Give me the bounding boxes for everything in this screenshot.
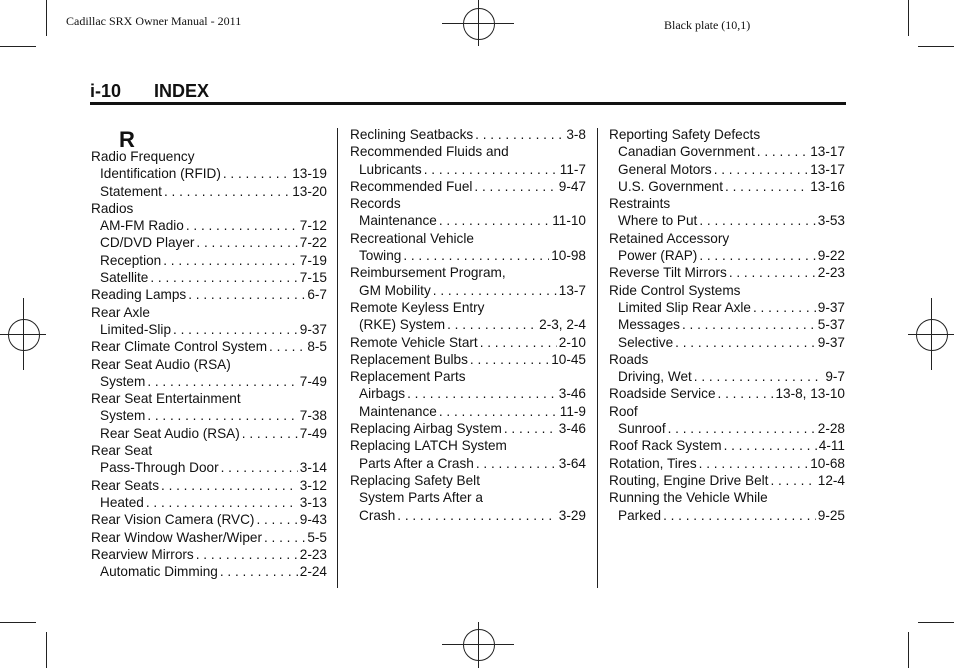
dot-leader bbox=[163, 252, 298, 269]
page-reference: 3-8 bbox=[566, 127, 586, 142]
index-entry bbox=[91, 442, 327, 459]
page-reference: 3-12 bbox=[299, 477, 327, 493]
index-subentry bbox=[91, 563, 327, 580]
entry-text: Limited-Slip bbox=[100, 321, 172, 337]
index-column-1 bbox=[91, 126, 327, 580]
entry-text: Towing bbox=[359, 248, 402, 264]
entry-text: Maintenance bbox=[359, 213, 437, 229]
page-reference: 3-53 bbox=[817, 213, 845, 229]
dot-leader bbox=[663, 507, 816, 524]
entry-text: Ride Control Systems bbox=[609, 282, 741, 298]
page-reference: 2-23 bbox=[817, 265, 845, 281]
entry-text: Reclining Seatbacks bbox=[350, 127, 474, 142]
index-subentry bbox=[350, 282, 586, 299]
entry-text: Rotation, Tires bbox=[609, 455, 697, 471]
entry-text: Maintenance bbox=[359, 403, 437, 419]
page-reference: 9-37 bbox=[299, 321, 327, 337]
entry-text: Crash bbox=[359, 507, 396, 523]
dot-leader bbox=[147, 373, 297, 390]
page-reference: 3-46 bbox=[558, 421, 586, 437]
entry-text: Reporting Safety Defects bbox=[609, 127, 761, 142]
entry-text: AM-FM Radio bbox=[100, 218, 184, 234]
entry-text: GM Mobility bbox=[359, 282, 431, 298]
page-reference: 9-25 bbox=[817, 507, 845, 523]
dot-leader bbox=[186, 217, 298, 234]
page-reference: 3-13 bbox=[299, 494, 327, 510]
index-subentry bbox=[350, 385, 586, 402]
page-reference: 9-22 bbox=[817, 248, 845, 264]
entry-text: System Parts After a bbox=[359, 490, 483, 506]
page-reference: 2-10 bbox=[558, 334, 586, 350]
page-reference: 11-9 bbox=[559, 403, 586, 419]
entry-text: Driving, Wet bbox=[618, 369, 692, 385]
index-subentry bbox=[609, 143, 845, 160]
dot-leader bbox=[475, 126, 564, 143]
dot-leader bbox=[223, 165, 290, 182]
entry-text: Where to Put bbox=[618, 213, 698, 229]
entry-text: Roads bbox=[609, 351, 649, 367]
page-header bbox=[90, 81, 846, 103]
entry-text: Messages bbox=[618, 317, 680, 333]
dot-leader bbox=[407, 385, 557, 402]
entry-text: Reverse Tilt Mirrors bbox=[609, 265, 727, 281]
header-rule bbox=[90, 102, 846, 105]
page-reference: 13-19 bbox=[292, 166, 327, 182]
page-reference: 2-28 bbox=[817, 421, 845, 437]
index-subentry bbox=[91, 459, 327, 476]
dot-leader bbox=[196, 234, 297, 251]
page-reference: 4-11 bbox=[818, 438, 845, 454]
index-entry bbox=[609, 403, 845, 420]
page-reference: 7-38 bbox=[299, 408, 327, 424]
index-entry bbox=[609, 230, 845, 247]
index-subentry bbox=[91, 183, 327, 200]
dot-leader bbox=[724, 437, 817, 454]
dot-leader bbox=[725, 178, 808, 195]
index-entry bbox=[91, 546, 327, 563]
entry-text: Remote Vehicle Start bbox=[350, 334, 478, 350]
entry-text: Radios bbox=[91, 200, 134, 216]
page-title: INDEX bbox=[154, 81, 210, 101]
index-subentry bbox=[91, 373, 327, 390]
entry-text: Limited Slip Rear Axle bbox=[618, 299, 751, 315]
page-reference: 7-19 bbox=[299, 252, 327, 268]
entry-text: Rear Climate Control System bbox=[91, 339, 268, 355]
entry-text: Roof bbox=[609, 403, 638, 419]
page-reference: 9-37 bbox=[817, 334, 845, 350]
entry-text: System bbox=[100, 373, 146, 389]
entry-text: Pass-Through Door bbox=[100, 460, 219, 476]
entry-text: Canadian Government bbox=[618, 144, 755, 160]
index-entry bbox=[609, 264, 845, 281]
page-reference: 13-17 bbox=[810, 144, 845, 160]
dot-leader bbox=[699, 455, 809, 472]
entry-text: Rear Window Washer/Wiper bbox=[91, 529, 262, 545]
entry-text: Airbags bbox=[359, 386, 406, 402]
entry-text: Reading Lamps bbox=[91, 287, 187, 303]
entry-text: Recommended Fuel bbox=[350, 178, 473, 194]
index-entry bbox=[350, 351, 586, 368]
entry-text: Selective bbox=[618, 334, 674, 350]
dot-leader bbox=[150, 269, 297, 286]
index-column-2 bbox=[350, 126, 586, 524]
index-entry bbox=[609, 472, 845, 489]
entry-text: Reception bbox=[100, 252, 162, 268]
index-subentry bbox=[609, 247, 845, 264]
dot-leader bbox=[264, 529, 305, 546]
page-reference: 7-22 bbox=[299, 235, 327, 251]
index-subentry bbox=[350, 489, 586, 506]
entry-text: Replacing Safety Belt bbox=[350, 472, 480, 488]
page-reference: 2-24 bbox=[299, 564, 327, 580]
entry-text: Retained Accessory bbox=[609, 230, 730, 246]
dot-leader bbox=[699, 212, 815, 229]
index-entry bbox=[350, 368, 586, 385]
page-reference: 3-29 bbox=[558, 507, 586, 523]
entry-text: Identification (RFID) bbox=[100, 166, 221, 182]
entry-text: Replacing Airbag System bbox=[350, 421, 502, 437]
index-subentry bbox=[350, 507, 586, 524]
entry-text: Rear Seats bbox=[91, 477, 160, 493]
index-entry bbox=[350, 437, 586, 454]
index-subentry bbox=[609, 161, 845, 178]
dot-leader bbox=[675, 334, 816, 351]
page-reference: 11-7 bbox=[559, 161, 586, 177]
index-entry bbox=[350, 299, 586, 316]
dot-leader bbox=[447, 316, 537, 333]
index-subentry bbox=[609, 420, 845, 437]
dot-leader bbox=[220, 563, 298, 580]
dot-leader bbox=[164, 183, 290, 200]
page-reference: 13-8, 13-10 bbox=[775, 386, 845, 402]
dot-leader bbox=[403, 247, 549, 264]
index-entry bbox=[350, 472, 586, 489]
index-subentry bbox=[91, 252, 327, 269]
index-entry bbox=[609, 455, 845, 472]
dot-leader bbox=[221, 459, 298, 476]
dot-leader bbox=[476, 455, 557, 472]
plate-title: Cadillac SRX Owner Manual - 2011 bbox=[66, 14, 242, 28]
column-divider bbox=[597, 128, 598, 588]
index-subentry bbox=[350, 212, 586, 229]
index-entry bbox=[91, 200, 327, 217]
plate-label: Black plate (10,1) bbox=[664, 18, 751, 32]
index-subentry bbox=[609, 299, 845, 316]
dot-leader bbox=[439, 403, 558, 420]
entry-text: Heated bbox=[100, 494, 144, 510]
page-reference: 6-7 bbox=[307, 287, 327, 303]
index-subentry bbox=[91, 321, 327, 338]
index-subentry bbox=[91, 165, 327, 182]
dot-leader bbox=[173, 321, 298, 338]
entry-text: Rear Axle bbox=[91, 304, 150, 320]
entry-text: General Motors bbox=[618, 161, 712, 177]
entry-text: Lubricants bbox=[359, 161, 422, 177]
dot-leader bbox=[196, 546, 298, 563]
page-reference: 10-45 bbox=[551, 351, 586, 367]
index-entry bbox=[91, 529, 327, 546]
entry-text: Statement bbox=[100, 183, 162, 199]
section-letter: R bbox=[119, 127, 135, 152]
page-reference: 13-20 bbox=[292, 183, 327, 199]
page-reference: 7-49 bbox=[299, 425, 327, 441]
dot-leader bbox=[770, 472, 815, 489]
index-entry bbox=[91, 511, 327, 528]
dot-leader bbox=[161, 477, 298, 494]
entry-text: Automatic Dimming bbox=[100, 564, 218, 580]
index-entry bbox=[350, 143, 586, 160]
column-divider bbox=[337, 128, 338, 588]
index-entry bbox=[609, 126, 845, 143]
index-subentry bbox=[91, 407, 327, 424]
dot-leader bbox=[188, 286, 305, 303]
page-reference: 7-49 bbox=[299, 373, 327, 389]
index-entry bbox=[91, 390, 327, 407]
dot-leader bbox=[470, 351, 549, 368]
entry-text: Reimbursement Program, bbox=[350, 265, 506, 281]
page-reference: 5-5 bbox=[307, 529, 327, 545]
index-entry bbox=[350, 195, 586, 212]
index-subentry bbox=[609, 212, 845, 229]
page-reference: 3-46 bbox=[558, 386, 586, 402]
dot-leader bbox=[256, 511, 297, 528]
entry-text: CD/DVD Player bbox=[100, 235, 195, 251]
index-entry bbox=[91, 286, 327, 303]
dot-leader bbox=[682, 316, 816, 333]
entry-text: Running the Vehicle While bbox=[609, 490, 768, 506]
index-entry bbox=[350, 420, 586, 437]
index-subentry bbox=[91, 269, 327, 286]
index-entry bbox=[609, 437, 845, 454]
index-entry bbox=[609, 385, 845, 402]
index-entry bbox=[609, 195, 845, 212]
dot-leader bbox=[146, 494, 298, 511]
page-reference: 7-12 bbox=[299, 218, 327, 234]
dot-leader bbox=[439, 212, 550, 229]
entry-text: Parts After a Crash bbox=[359, 455, 474, 471]
index-subentry bbox=[609, 507, 845, 524]
entry-text: Rear Seat bbox=[91, 443, 153, 459]
page-reference: 13-7 bbox=[558, 282, 586, 298]
dot-leader bbox=[757, 143, 808, 160]
entry-text: Rearview Mirrors bbox=[91, 546, 194, 562]
index-subentry bbox=[350, 247, 586, 264]
dot-leader bbox=[504, 420, 557, 437]
entry-text: Recreational Vehicle bbox=[350, 230, 474, 246]
dot-leader bbox=[699, 247, 815, 264]
entry-text: Replacing LATCH System bbox=[350, 438, 507, 454]
dot-leader bbox=[397, 507, 557, 524]
entry-text: Rear Seat Entertainment bbox=[91, 391, 241, 407]
page-reference: 5-37 bbox=[817, 317, 845, 333]
index-entry bbox=[91, 148, 327, 165]
page-reference: 10-68 bbox=[810, 455, 845, 471]
page-reference: 11-10 bbox=[552, 213, 586, 229]
page-reference: 3-14 bbox=[299, 460, 327, 476]
index-subentry bbox=[350, 455, 586, 472]
index-entry bbox=[609, 282, 845, 299]
dot-leader bbox=[694, 368, 824, 385]
index-entry bbox=[609, 489, 845, 506]
page-reference: 9-47 bbox=[558, 178, 586, 194]
dot-leader bbox=[718, 385, 774, 402]
page-reference: 8-5 bbox=[307, 339, 327, 355]
entry-text: Replacement Parts bbox=[350, 369, 466, 385]
entry-text: Parked bbox=[618, 507, 662, 523]
index-column-3 bbox=[609, 126, 845, 524]
page-reference: 9-43 bbox=[299, 512, 327, 528]
dot-leader bbox=[433, 282, 557, 299]
index-entry bbox=[91, 477, 327, 494]
entry-text: U.S. Government bbox=[618, 178, 724, 194]
entry-text: Remote Keyless Entry bbox=[350, 299, 485, 315]
index-entry bbox=[91, 304, 327, 321]
index-subentry bbox=[91, 425, 327, 442]
index-entry bbox=[350, 230, 586, 247]
entry-text: Replacement Bulbs bbox=[350, 351, 468, 367]
dot-leader bbox=[147, 407, 297, 424]
entry-text: Records bbox=[350, 196, 401, 212]
dot-leader bbox=[269, 338, 305, 355]
page-reference: 13-16 bbox=[810, 178, 845, 194]
entry-text: Rear Seat Audio (RSA) bbox=[91, 356, 231, 372]
index-subentry bbox=[350, 403, 586, 420]
page-number: i-10 bbox=[90, 81, 122, 101]
entry-text: (RKE) System bbox=[359, 317, 446, 333]
index-entry bbox=[350, 264, 586, 281]
entry-text: Recommended Fluids and bbox=[350, 144, 509, 160]
entry-text: Satellite bbox=[100, 270, 149, 286]
dot-leader bbox=[753, 299, 816, 316]
index-entry bbox=[350, 178, 586, 195]
index-subentry bbox=[609, 368, 845, 385]
entry-text: Roadside Service bbox=[609, 386, 716, 402]
dot-leader bbox=[424, 161, 558, 178]
index-entry bbox=[91, 356, 327, 373]
page-reference: 3-64 bbox=[558, 455, 586, 471]
index-subentry bbox=[91, 217, 327, 234]
dot-leader bbox=[714, 161, 809, 178]
page-reference: 9-7 bbox=[825, 369, 845, 385]
page-reference: 2-23 bbox=[299, 546, 327, 562]
index-subentry bbox=[350, 161, 586, 178]
index-subentry bbox=[91, 234, 327, 251]
dot-leader bbox=[729, 264, 816, 281]
index-subentry bbox=[609, 316, 845, 333]
dot-leader bbox=[668, 420, 816, 437]
page-reference: 7-15 bbox=[299, 270, 327, 286]
entry-text: Rear Vision Camera (RVC) bbox=[91, 512, 255, 528]
index-subentry bbox=[609, 334, 845, 351]
dot-leader bbox=[480, 334, 557, 351]
entry-text: System bbox=[100, 408, 146, 424]
dot-leader bbox=[474, 178, 556, 195]
page-reference: 10-98 bbox=[551, 248, 586, 264]
index-entry bbox=[350, 334, 586, 351]
page-reference: 2-3, 2-4 bbox=[539, 317, 586, 333]
index-entry bbox=[350, 126, 586, 143]
entry-text: Roof Rack System bbox=[609, 438, 722, 454]
index-subentry bbox=[350, 316, 586, 333]
entry-text: Power (RAP) bbox=[618, 248, 698, 264]
entry-text: Sunroof bbox=[618, 421, 666, 437]
entry-text: Radio Frequency bbox=[91, 149, 195, 164]
index-entry bbox=[609, 351, 845, 368]
entry-text: Rear Seat Audio (RSA) bbox=[100, 425, 240, 441]
index-subentry bbox=[91, 494, 327, 511]
page-reference: 13-17 bbox=[810, 161, 845, 177]
entry-text: Restraints bbox=[609, 196, 671, 212]
index-entry bbox=[91, 338, 327, 355]
dot-leader bbox=[242, 425, 298, 442]
page-reference: 9-37 bbox=[817, 299, 845, 315]
page-reference: 12-4 bbox=[817, 472, 845, 488]
index-subentry bbox=[609, 178, 845, 195]
entry-text: Routing, Engine Drive Belt bbox=[609, 472, 769, 488]
